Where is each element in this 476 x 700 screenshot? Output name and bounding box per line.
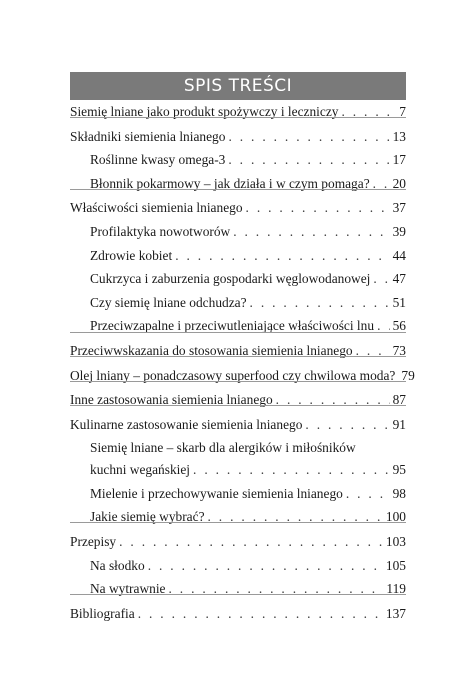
toc-entry[interactable] [70, 224, 406, 240]
toc-separator [70, 356, 406, 357]
toc-separator [70, 189, 406, 190]
toc-entry-title: Czy siemię lniane odchudza? [90, 294, 247, 310]
toc-leader-dots [119, 534, 383, 550]
toc-entry[interactable] [70, 606, 406, 622]
toc-separator [70, 594, 406, 595]
toc-entry-title: Siemię lniane jako produkt spożywczy i leczniczy [70, 104, 339, 119]
toc-header-bar [70, 72, 406, 100]
toc-leader-dots [138, 606, 383, 622]
toc-entry-title: Cukrzyca i zaburzenia gospodarki węglowodanowej [90, 271, 371, 287]
toc-separator [70, 405, 406, 406]
toc-leader-dots [148, 558, 383, 574]
toc-leader-dots [250, 295, 390, 311]
toc-page-number: 44 [392, 247, 406, 263]
toc-separator [70, 117, 406, 118]
toc-page-number: 119 [386, 581, 406, 597]
toc-entry-title: Mielenie i przechowywanie siemienia lnianego [90, 485, 343, 501]
toc-entry-title: Na wytrawnie [90, 581, 166, 597]
toc-separator [70, 522, 406, 523]
toc-entry[interactable] [70, 295, 406, 311]
toc-page-number: 20 [392, 175, 406, 191]
toc-leader-dots [233, 224, 389, 240]
toc-entry-title: Błonnik pokarmowy – jak działa i w czym pomaga? [90, 175, 370, 191]
toc-page-number: 87 [392, 392, 406, 408]
toc-page-number: 13 [392, 128, 406, 144]
toc-leader-dots [175, 248, 389, 264]
toc-page-number: 17 [392, 152, 406, 168]
toc-entry[interactable] [70, 534, 406, 550]
toc-header-title: SPIS TREŚCI [183, 76, 293, 96]
toc-entry-title: Jakie siemię wybrać? [90, 509, 205, 525]
toc-page-number: 91 [392, 416, 406, 432]
toc-page-number: 73 [392, 343, 406, 358]
toc-page-number: 79 [401, 367, 415, 383]
toc-entry-title: Inne zastosowania siemienia lnianego [70, 392, 273, 408]
toc-entry[interactable] [70, 248, 406, 264]
toc-entry[interactable] [70, 417, 406, 433]
toc-entry-title: kuchni wegańskiej [90, 462, 191, 478]
toc-entry[interactable] [70, 271, 406, 287]
toc-separator [70, 332, 406, 333]
toc-page-number: 100 [385, 509, 406, 525]
toc-entry-title-line: Siemię lniane – skarb dla alergików i miłośników [90, 440, 356, 456]
toc-entry-title: Przeciwzapalne i przeciwutleniające właściwości lnu [90, 318, 375, 334]
toc-page-number: 47 [392, 271, 406, 287]
toc-page-number: 103 [385, 533, 406, 549]
toc-leader-dots [193, 462, 390, 478]
toc-page-number: 95 [392, 462, 406, 478]
toc-entry[interactable] [70, 200, 406, 216]
toc-page-number: 98 [392, 485, 406, 501]
toc-page-number: 56 [392, 318, 406, 334]
toc-leader-dots [228, 129, 389, 145]
toc-page-number: 7 [399, 104, 406, 119]
toc-leader-dots [373, 271, 389, 287]
toc-entry-title: Przepisy [70, 533, 117, 549]
toc-entry-title: Profilaktyka nowotworów [90, 224, 231, 239]
toc-leader-dots [228, 152, 389, 168]
toc-entry-title: Kulinarne zastosowanie siemienia lnianego [70, 416, 303, 432]
toc-page-number: 105 [385, 557, 406, 573]
toc-page-number: 137 [385, 605, 406, 621]
toc-entry[interactable] [70, 152, 406, 168]
toc-leader-dots [246, 200, 390, 216]
toc-entry-title: Właściwości siemienia lnianego [70, 200, 243, 216]
toc-entry-title: Bibliografia [70, 605, 135, 621]
toc-entry[interactable] [70, 486, 406, 502]
toc-entry-title: Roślinne kwasy omega-3 [90, 152, 226, 168]
toc-entry-title: Składniki siemienia lnianego [70, 128, 226, 144]
toc-entry-title: Na słodko [90, 557, 145, 573]
toc-page-number: 39 [392, 224, 406, 239]
toc-page-number: 37 [392, 200, 406, 216]
toc-entry[interactable] [70, 462, 406, 478]
toc-entry[interactable] [70, 558, 406, 574]
toc-leader-dots [346, 486, 390, 502]
toc-entry-title: Przeciwwskazania do stosowania siemienia lnianego [70, 343, 353, 358]
toc-entry-title: Olej lniany – ponadczasowy superfood czy chwilowa moda? [70, 367, 396, 383]
toc-page-number: 51 [392, 294, 406, 310]
toc-entry-title: Zdrowie kobiet [90, 247, 173, 263]
toc-leader-dots [305, 417, 389, 433]
toc-separator [70, 381, 406, 382]
toc-entry[interactable] [70, 129, 406, 145]
